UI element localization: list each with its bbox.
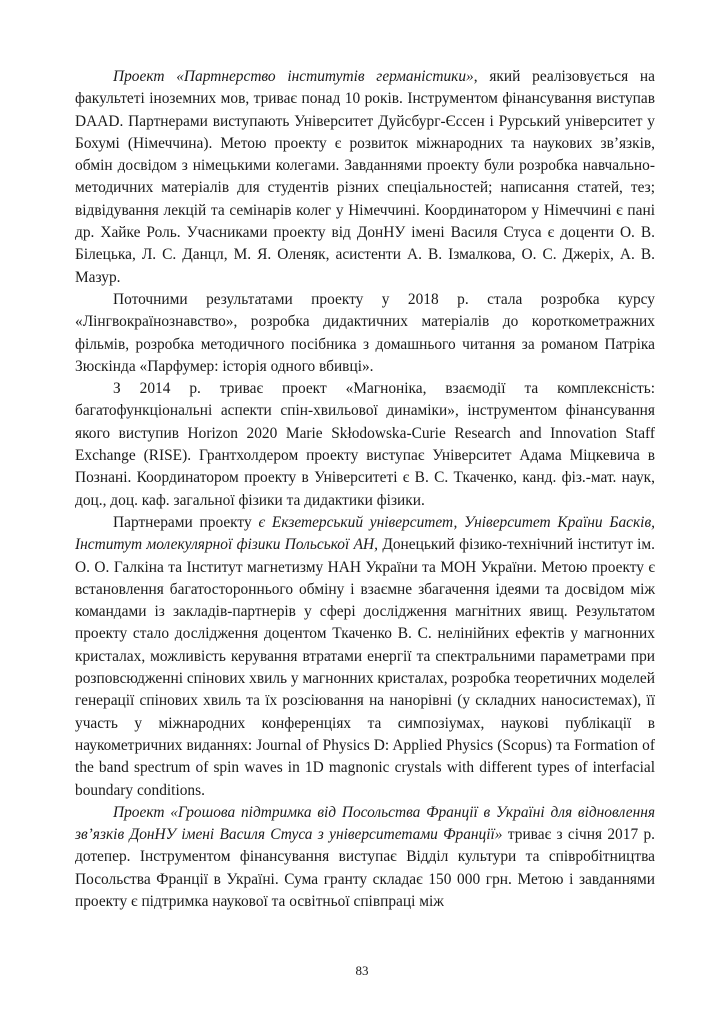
paragraph-magnonics-project (75, 378, 655, 512)
project-title-french-embassy: Проект «Грошова підтримка від Посольства Франції в Україні для відновлення зв’язків ДонНУ імені Василя Стуса з університетами Франції» (75, 803, 655, 844)
paragraph-text: Донецький фізико-технічний інститут ім. О. О. Галкіна та Інститут магнетизму НАН України та МОН України. Метою проекту є встановлення багатостороннього обміну і взаємне збагачення ідеями та досвідом між командами із закладів-партнерів у сфері дослідження магнітних явищ. Результатом проекту стало дослідження доцентом Ткаченко В. С. нелінійних ефектів у магнонних кристалах, можливість керування втратами енергії та спектральними параметрами при розповсюдженні спінових хвиль у магнонних кристалах, розробка теоретичних моделей генерації спінових хвиль та їх розсіювання на нанорівні (у складних наносистемах), її участь у міжнародних конференціях та симпозіумах, наукові публікації в наукометричних виданнях: Journal of Physics D: Applied Physics (Scopus) та Formation of the band spectrum of spin waves in 1D magnonic crystals with different types of interfacial boundary conditions. (75, 536, 655, 799)
paragraph-text: Партнерами проекту (113, 513, 259, 531)
paragraph-german-studies-project (75, 66, 655, 289)
page-number: 83 (355, 963, 369, 978)
document-page (75, 66, 655, 913)
paragraph-text: , який реалізовується на факультеті іноземних мов, триває понад 10 років. Інструментом фінансування виступав DAAD. Партнерами виступають Університет Дуйсбург-Єссен і Рурський університет у Бохумі (Німеччина). Метою проекту є розвиток міжнародних та наукових зв’язків, обмін досвідом з німецькими колегами. Завданнями проекту були розробка навчально-методичних матеріалів для студентів різних спеціальностей; написання статей, тез; відвідування лекцій та семінарів колег у Німеччині. Координатором у Німеччині є пані др. Хайке Роль. Учасниками проекту від ДонНУ імені Василя Стуса є доценти О. В. Білецька, Л. С. Данцл, М. Я. Оленяк, асистенти А. В. Ізмалкова, О. С. Джерiх, А. В. Мазур. (75, 68, 655, 286)
paragraph-french-embassy-project (75, 802, 655, 913)
paragraph-text: З 2014 р. триває проект «Магноніка, взаємодії та комплексність: багатофункціональні аспекти спін-хвильової динаміки», інструментом фінансування якого виступив Horizon 2020 Marie Skłodowska-Curie Research and Innovation Staff Exchange (RISE). Грантхолдером проекту виступає Університет Адама Міцкевича в Познані. Координатором проекту в Університеті є В. С. Ткаченко, канд. фіз.-мат. наук, доц., доц. каф. загальної фізики та дидактики фізики. (75, 380, 655, 509)
paragraph-text: Поточними результатами проекту у 2018 р. стала розробка курсу «Лінгвокраїнознавство», розробка дидактичних матеріалів до короткометражних фільмів, розробка методичного посібника з домашнього читання за романом Патріка Зюскінда «Парфумер: історія одного вбивці». (75, 290, 655, 375)
paragraph-text: триває з січня 2017 р. дотепер. Інструментом фінансування виступає Відділ культури та співробітництва Посольства Франції в Україні. Сума гранту складає 150 000 грн. Метою і завданнями проекту є підтримка наукової та освітньої співпраці між (75, 826, 655, 910)
paragraph-project-partners (75, 512, 655, 802)
partner-institutions: є Екзетерський університет, Університет Країни Басків, Інститут молекулярної фізики Польської АН, (75, 513, 655, 554)
paragraph-current-results (75, 289, 655, 378)
project-title-german-studies: Проект «Партнерство інститутів германістики» (113, 68, 474, 85)
